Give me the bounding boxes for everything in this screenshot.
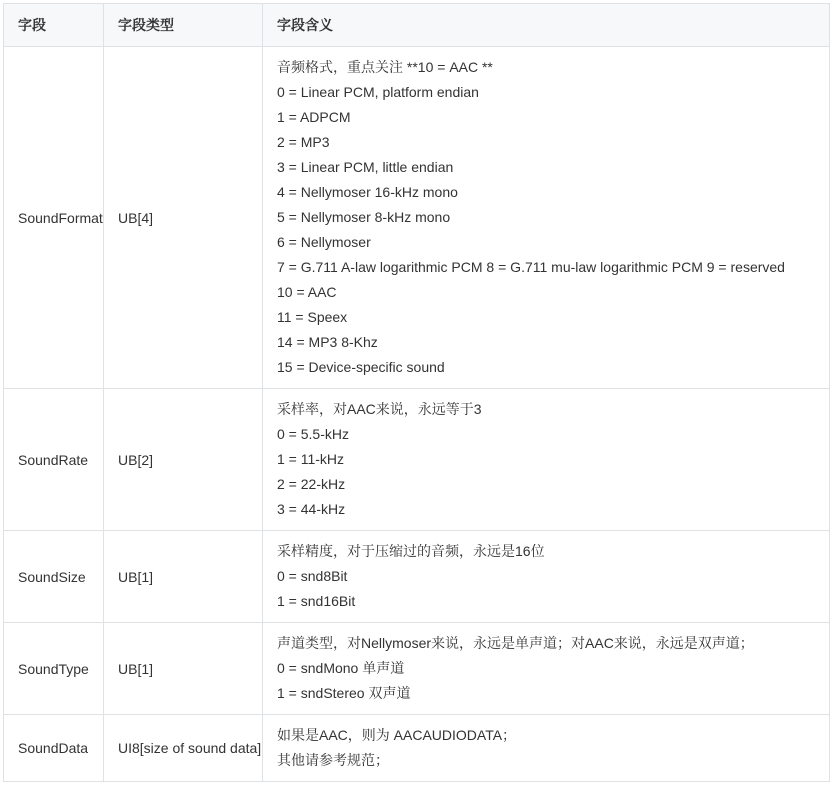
meaning-line: 1 = ADPCM [277,109,351,125]
field-meaning-cell [263,531,830,623]
meaning-line: 采样率，对AAC来说，永远等于3 [277,401,482,417]
header-field-meaning: 字段含义 [263,4,830,47]
field-meaning-cell [263,47,830,389]
meaning-line: 音频格式，重点关注 **10 = AAC ** [277,59,493,75]
field-name-cell: SoundFormat [4,47,104,389]
field-table [3,3,830,782]
meaning-line: 1 = snd16Bit [277,593,356,609]
meaning-line: 1 = 11-kHz [277,451,345,467]
meaning-line: 声道类型，对Nellymoser来说，永远是单声道；对AAC来说，永远是双声道； [277,635,754,651]
field-name-cell: SoundType [4,623,104,715]
table-row [4,47,830,389]
meaning-line: 其他请参考规范； [277,752,389,768]
table-row [4,389,830,531]
field-name-cell: SoundSize [4,531,104,623]
meaning-line: 采样精度，对于压缩过的音频，永远是16位 [277,543,545,559]
meaning-line: 4 = Nellymoser 16-kHz mono [277,184,458,200]
meaning-line: 3 = Linear PCM, little endian [277,159,454,175]
field-type-cell: UB[1] [104,531,263,623]
field-type-cell: UI8[size of sound data] [104,715,263,782]
table-row [4,531,830,623]
field-type-cell: UB[2] [104,389,263,531]
field-name-cell: SoundData [4,715,104,782]
meaning-line: 5 = Nellymoser 8-kHz mono [277,209,451,225]
meaning-line: 1 = sndStereo 双声道 [277,685,411,701]
field-meaning-cell [263,715,830,782]
meaning-line: 11 = Speex [277,309,348,325]
field-type-cell: UB[1] [104,623,263,715]
table-row [4,715,830,782]
meaning-line: 10 = AAC [277,284,337,300]
meaning-line: 0 = Linear PCM, platform endian [277,84,479,100]
field-type-cell: UB[4] [104,47,263,389]
table-body [4,47,830,782]
meaning-line: 0 = 5.5-kHz [277,426,349,442]
table-row [4,623,830,715]
field-meaning-cell [263,623,830,715]
header-field-type: 字段类型 [104,4,263,47]
meaning-line: 6 = Nellymoser [277,234,371,250]
table-header-row [4,4,830,47]
meaning-line: 14 = MP3 8-Khz [277,334,378,350]
meaning-line: 15 = Device-specific sound [277,359,445,375]
field-name-cell: SoundRate [4,389,104,531]
field-meaning-cell [263,389,830,531]
header-field: 字段 [4,4,104,47]
meaning-line: 3 = 44-kHz [277,501,346,517]
meaning-line: 7 = G.711 A-law logarithmic PCM 8 = G.711 mu-law logarithmic PCM 9 = reserved [277,259,785,275]
meaning-line: 如果是AAC，则为 AACAUDIODATA； [277,727,517,743]
meaning-line: 2 = MP3 [277,134,330,150]
meaning-line: 2 = 22-kHz [277,476,346,492]
meaning-line: 0 = sndMono 单声道 [277,660,405,676]
meaning-line: 0 = snd8Bit [277,568,348,584]
